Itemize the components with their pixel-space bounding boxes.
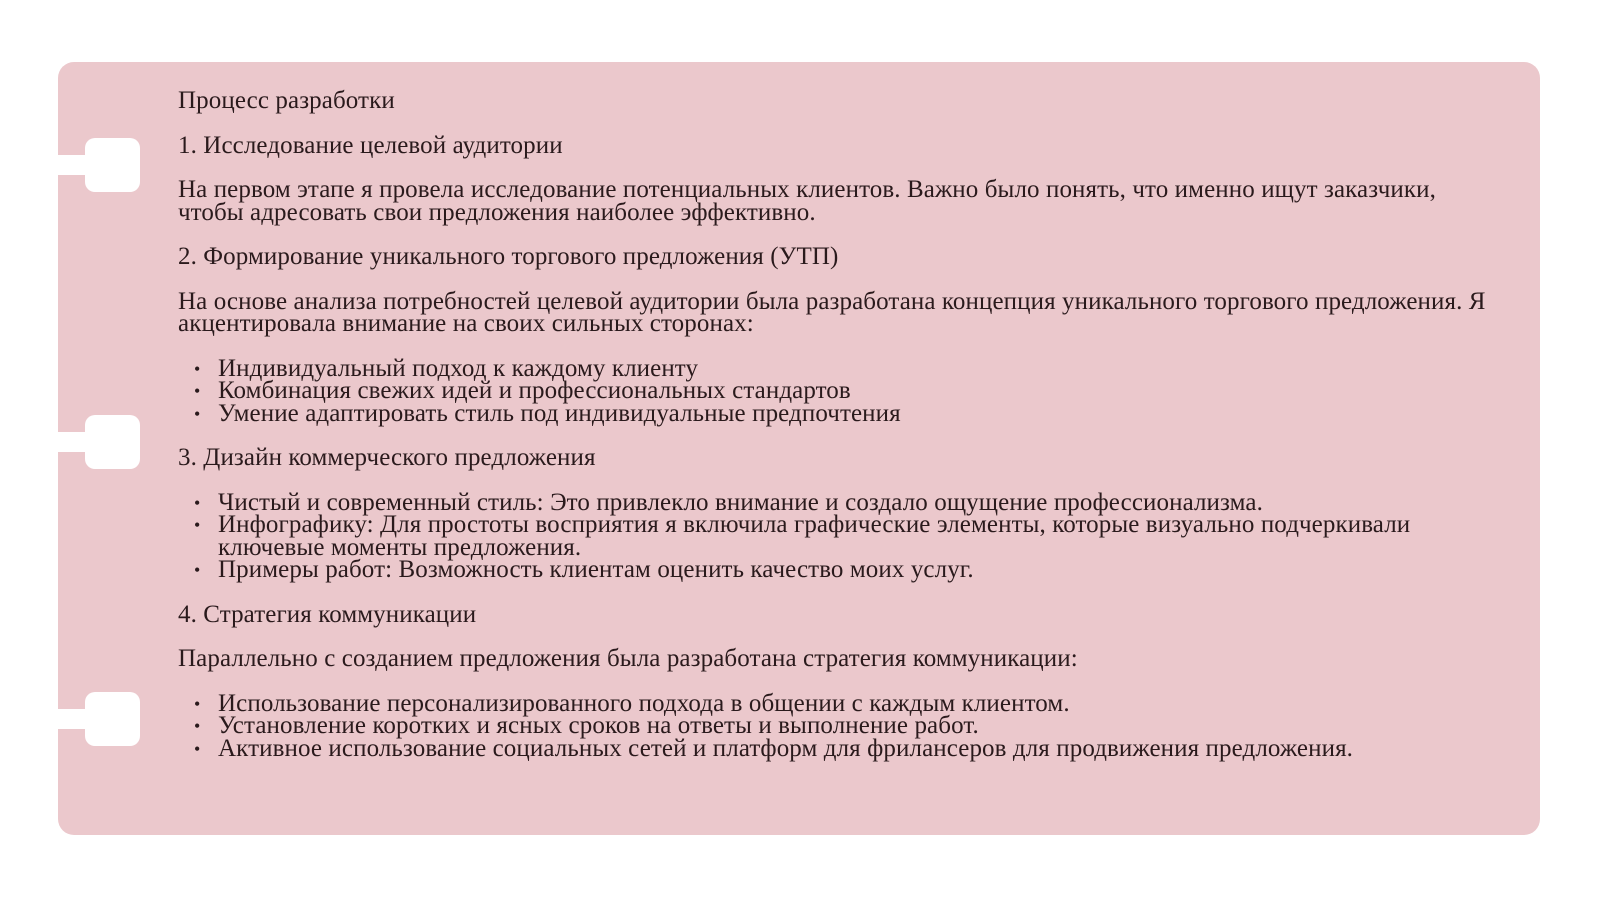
list-item: • Комбинация свежих идей и профессиональных стандартов bbox=[218, 380, 1498, 403]
document-content bbox=[178, 87, 1498, 782]
section-3-heading: 3. Дизайн коммерческого предложения bbox=[178, 444, 596, 471]
document-title: Процесс разработки bbox=[178, 87, 395, 114]
section-2-paragraph: На основе анализа потребностей целевой аудитории была разработана концепция уникального торгового предложения. Я акцентировала внимание на своих сильных сторонах: bbox=[178, 287, 1486, 337]
section-1-heading: 1. Исследование целевой аудитории bbox=[178, 131, 563, 159]
section-4-paragraph: Параллельно с созданием предложения была разработана стратегия коммуникации: bbox=[178, 645, 1078, 672]
binder-hole-pad bbox=[85, 415, 140, 469]
binder-hole-top bbox=[58, 138, 140, 194]
list-item: • Активное использование социальных сетей и платформ для фрилансеров для продвижения предложения. bbox=[218, 738, 1498, 761]
list-item: • Использование персонализированного подхода в общении с каждым клиентом. bbox=[218, 693, 1498, 716]
binder-hole-pad bbox=[85, 692, 140, 746]
binder-hole-bottom bbox=[58, 692, 140, 748]
list-item: • Установление коротких и ясных сроков на ответы и выполнение работ. bbox=[218, 715, 1498, 738]
section-1-paragraph: На первом этапе я провела исследование потенциальных клиентов. Важно было понять, что именно ищут заказчики, чтобы адресовать свои предложения наиболее эффективно. bbox=[178, 176, 1436, 226]
section-4-bullet-list bbox=[178, 689, 1498, 762]
binder-hole-middle bbox=[58, 415, 140, 471]
section-2-heading: 2. Формирование уникального торгового предложения (УТП) bbox=[178, 243, 839, 270]
list-item: • Чистый и современный стиль: Это привлекло внимание и создало ощущение профессионализма. bbox=[218, 492, 1498, 515]
binder-hole-pad bbox=[85, 138, 140, 192]
section-2-bullet-list bbox=[178, 354, 1498, 427]
section-4-heading: 4. Стратегия коммуникации bbox=[178, 600, 477, 628]
list-item: • Примеры работ: Возможность клиентам оценить качество моих услуг. bbox=[218, 559, 1498, 582]
list-item: • Инфографику: Для простоты восприятия я включила графические элементы, которые визуально подчеркивали ключевые моменты предложения. bbox=[218, 514, 1498, 559]
section-3-bullet-list bbox=[178, 488, 1498, 583]
list-item: • Умение адаптировать стиль под индивидуальные предпочтения bbox=[218, 403, 1498, 426]
list-item: • Индивидуальный подход к каждому клиенту bbox=[218, 358, 1498, 381]
